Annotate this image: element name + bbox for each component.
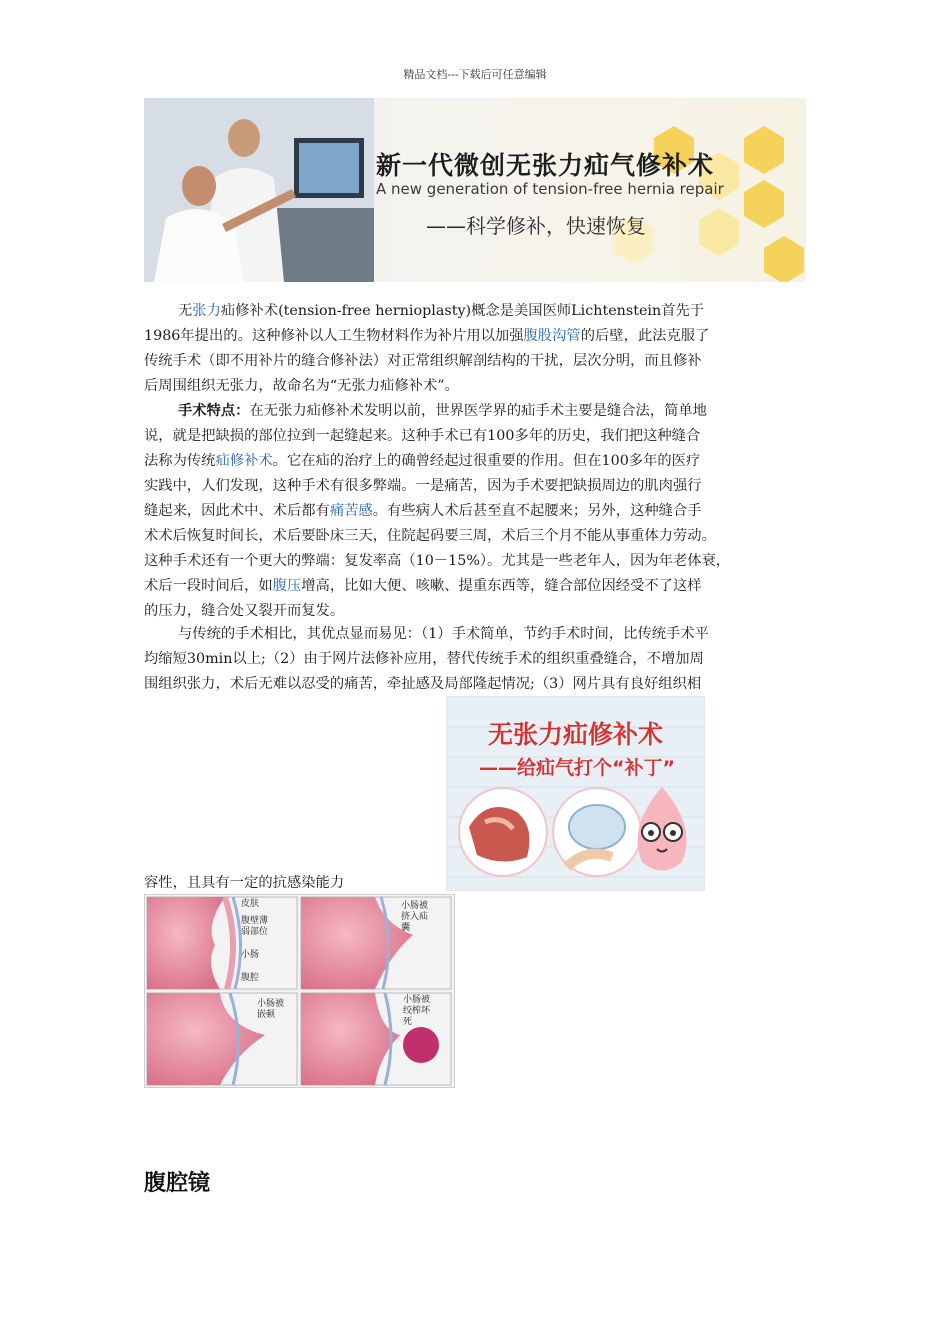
diagram-label: 挤入疝	[401, 912, 429, 922]
text: 后周围组织无张力，故命名为“无张力疝修补术”。	[144, 378, 459, 394]
hernia-diagram	[144, 894, 455, 1088]
paragraph-advantages	[144, 622, 806, 697]
text: 增高，比如大便、咳嗽、提重东西等，缝合部位因经受不了这样	[301, 578, 702, 594]
link-tongkugan[interactable]: 痛苦感	[329, 503, 373, 519]
section-heading: 腹腔镜	[144, 1171, 211, 1196]
text: 在无张力疝修补术发明以前，世界医学界的疝手术主要是缝合法，简单地	[249, 403, 707, 419]
paragraph-intro	[144, 299, 806, 399]
diagram-label: 小肠被	[403, 995, 431, 1005]
banner-subtitle: ——科学修补，快速恢复	[426, 214, 646, 238]
diagram-label: 囊	[401, 923, 411, 933]
banner-title-en: A new generation of tension-free hernia repair	[376, 180, 724, 198]
text: 。有些病人术后甚至直不起腰来；另外，这种缝合手	[372, 503, 702, 519]
cartoon-subtitle: ——给疝气打个“补丁”	[479, 757, 675, 779]
header-watermark: 精品文档---下载后可任意编辑	[403, 68, 547, 81]
features-label: 手术特点：	[178, 403, 250, 419]
text: 术后一段时间后，如	[144, 578, 273, 594]
text: 疝修补术(tension-free hernioplasty)概念是美国医师Lichtenstein首先于	[220, 303, 705, 319]
diagram-panel2-labels	[401, 901, 428, 934]
text: 这种手术还有一个更大的弊端：复发率高（10－15%）。尤其是一些老年人，因为年老体衰，	[144, 553, 731, 569]
text: 术术后恢复时间长，术后要卧床三天，住院起码要三周，术后三个月不能从事重体力劳动。	[144, 528, 716, 544]
text: 的压力，缝合处又裂开而复发。	[144, 603, 345, 619]
text: 法称为传统	[144, 453, 216, 469]
cartoon-image	[446, 696, 705, 891]
diagram-label: 小肠被	[401, 901, 429, 911]
banner-image	[144, 98, 806, 282]
link-xiubushu[interactable]: 疝修补术	[215, 453, 273, 469]
text: 1986年提出的。这种修补以人工生物材料作为补片用以加强	[144, 328, 524, 344]
link-fuya[interactable]: 腹压	[272, 578, 302, 594]
text: 无	[178, 303, 193, 319]
diagram-panel4-labels	[403, 995, 430, 1028]
paragraph-features	[144, 399, 806, 624]
link-zhangli[interactable]: 张力	[192, 303, 221, 319]
text: 说，就是把缺损的部位拉到一起缝起来。这种手术已有100多年的历史，我们把这种缝合	[144, 428, 701, 444]
paragraph-advantages-tail: 容性，且具有一定的抗感染能力	[144, 875, 345, 891]
diagram-label: 腹腔	[241, 973, 260, 983]
text: 与传统的手术相比，其优点显而易见：（1）手术简单，节约手术时间，比传统手术平	[178, 626, 709, 642]
banner-title-cn: 新一代微创无张力疝气修补术	[376, 151, 715, 180]
diagram-label: 腹壁薄	[241, 916, 269, 926]
diagram-label: 弱部位	[241, 927, 269, 937]
diagram-label: 嵌顿	[257, 1010, 276, 1020]
cartoon-title: 无张力疝修补术	[487, 720, 663, 749]
diagram-panel1-labels	[241, 899, 268, 984]
diagram-label: 皮肤	[241, 899, 260, 909]
text: 缝起来，因此术中、术后都有	[144, 503, 330, 519]
text: 实践中，人们发现，这种手术有很多弊端。一是痛苦，因为手术要把缺损周边的肌肉强行	[144, 478, 702, 494]
diagram-label: 小肠	[241, 950, 260, 960]
text: 围组织张力，术后无难以忍受的痛苦，牵扯感及局部隆起情况;（3）网片具有良好组织相	[144, 676, 702, 692]
link-fugugouguan[interactable]: 腹股沟管	[523, 328, 581, 344]
text: 的后壁，此法克服了	[580, 328, 710, 344]
diagram-label: 绞榨坏	[403, 1006, 431, 1016]
diagram-panel3-labels	[257, 999, 284, 1021]
text: 。它在疝的治疗上的确曾经起过很重要的作用。但在100多年的医疗	[272, 453, 701, 469]
text: 均缩短30min以上;（2）由于网片法修补应用，替代传统手术的组织重叠缝合，不增加周	[144, 651, 704, 667]
diagram-label: 死	[403, 1017, 413, 1027]
diagram-label: 小肠被	[257, 999, 285, 1009]
text: 传统手术（即不用补片的缝合修补法）对正常组织解剖结构的干扰，层次分明，而且修补	[144, 353, 702, 369]
